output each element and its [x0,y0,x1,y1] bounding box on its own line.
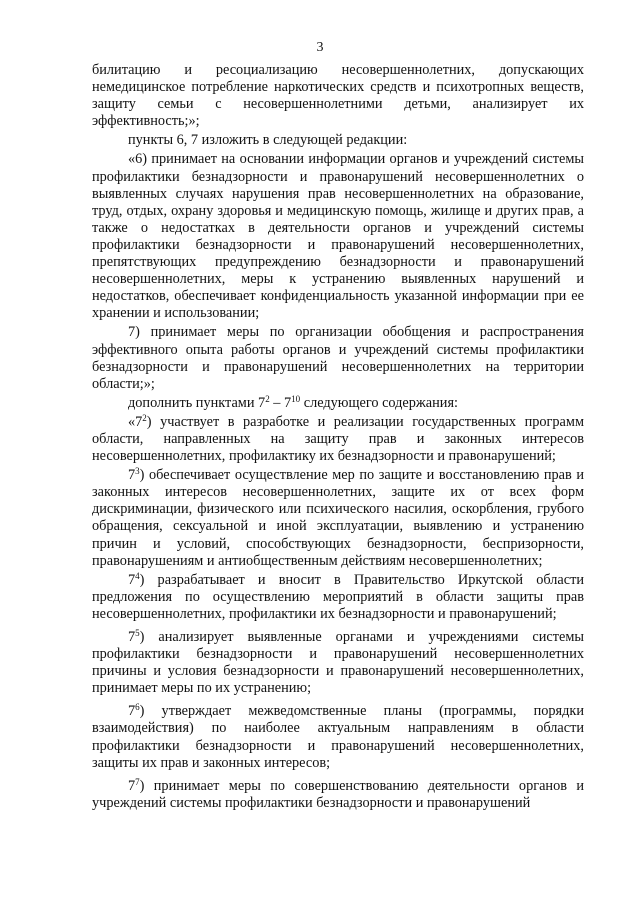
paragraph: дополнить пунктами $7^2 - 7^{10}$ следующего содержания: [128,393,458,411]
page-number: 3 [316,40,324,55]
document-body [92,62,584,814]
paragraph: билитацию и ресоциализацию несовершеннолетних, допускающих немедицинское потребление наркотических средств и психотропных веществ, защиту семьи с несовершеннолетними детьми, анализирует их эффективность;»; [92,62,584,130]
paragraph: «$7^2$) участвует в разработке и реализации государственных программ области, направленных на защиту прав и законных интересов несовершеннолетних, профилактику их безнадзорности и правонарушений; [92,412,584,465]
paragraph: $7^7$) принимает меры по совершенствованию деятельности органов и учреждений системы профилактики безнадзорности и правонарушений [92,776,584,811]
paragraph: $7^5$) анализирует выявленные органами и учреждениями системы профилактики безнадзорности и правонарушений несовершеннолетних причины и условия безнадзорности и правонарушений несовершеннолетних, принимает меры по их устранению; [92,628,584,697]
paragraph: «6) принимает на основании информации органов и учреждений системы профилактики безнадзорности и правонарушений несовершеннолетних о выявленных случаях нарушения прав несовершеннолетних на образование, труд, отдых, охрану здоровья и медицинскую помощь, жилище и других прав, а также о недостатках в деятельности органов и учреждений системы профилактики безнадзорности и правонарушений несовершеннолетних, препятствующих предупреждению безнадзорности и правонарушений несовершеннолетних, меры к устранению выявленных нарушений и недостатков, обеспечивает конфиденциальность указанной информации при ее хранении и использовании; [92,151,584,322]
paragraph: 7) принимает меры по организации обобщения и распространения эффективного опыта работы органов и учреждений системы профилактики безнадзорности и правонарушений несовершеннолетних на территории области;»; [92,324,584,392]
paragraph: пункты 6, 7 изложить в следующей редакции: [128,132,408,149]
paragraph: $7^4$) разрабатывает и вносит в Правительство Иркутской области предложения по осуществлению мероприятий в области защиты прав несовершеннолетних, профилактики их безнадзорности и правонарушений; [92,570,584,622]
paragraph: $7^6$) утверждает межведомственные планы (программы, порядки взаимодействия) по наиболее актуальным направлениям в области профилактики безнадзорности и правонарушений несовершеннолетних, защиты их прав и законных интересов; [92,702,584,771]
paragraph: $7^3$) обеспечивает осуществление мер по защите и восстановлению прав и законных интересов несовершеннолетних, защите их от всех форм дискриминации, физического или психического насилия, оскорбления, грубого обращения, сексуальной и иной эксплуатации, выявлению и устранению причин и условий, способствующих безнадзорности, беспризорности, правонарушениям и антиобщественным действиям несовершеннолетних; [92,466,584,569]
